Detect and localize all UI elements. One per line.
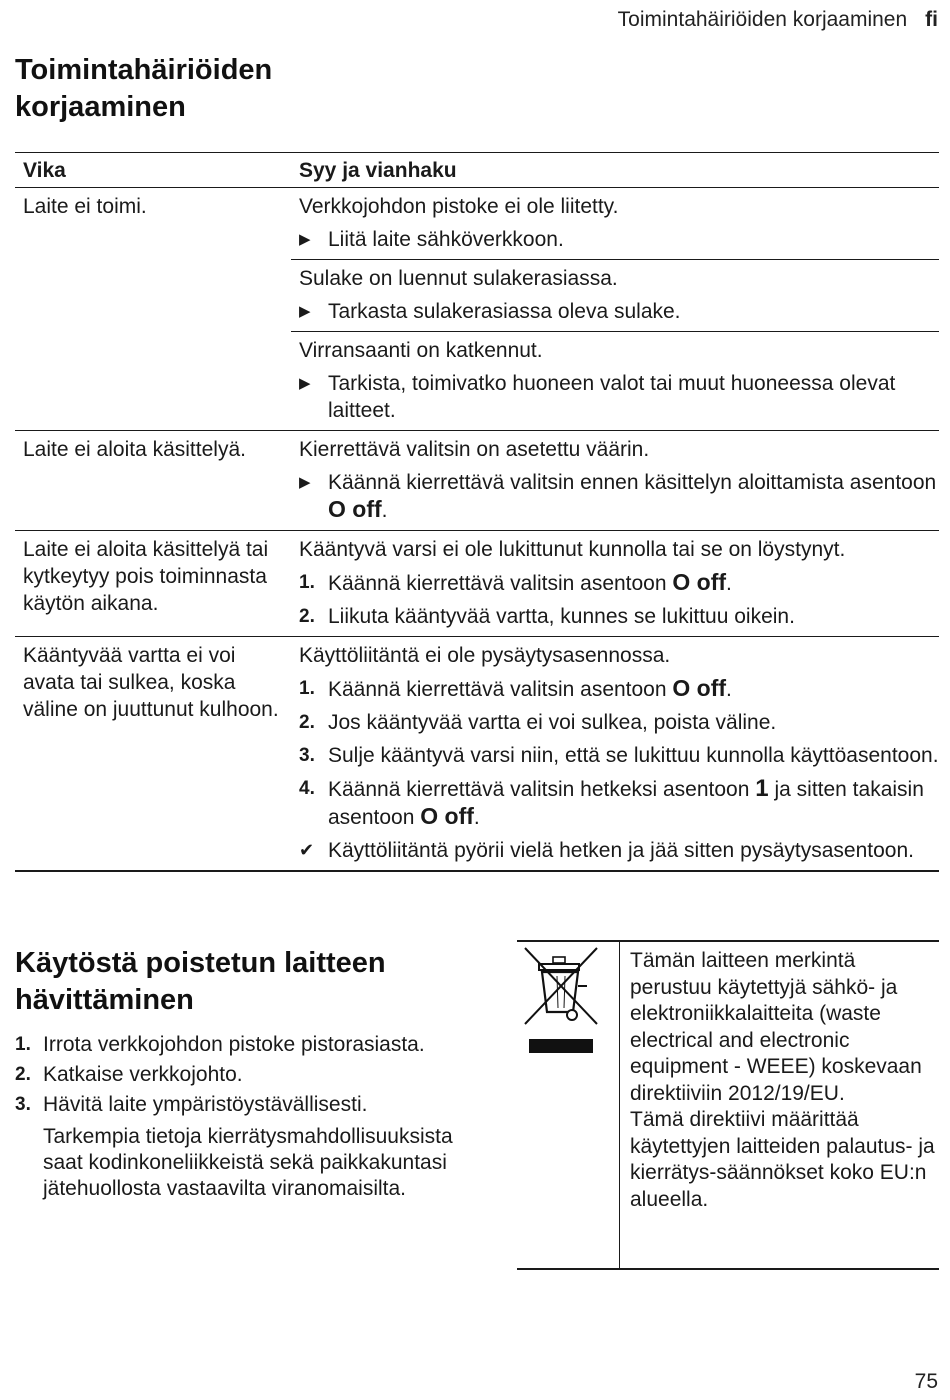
remedy-text: Käännä kierrettävä valitsin ennen käsittelyn aloittamista asentoon O off.	[328, 471, 937, 522]
numbered-step	[299, 775, 939, 831]
step-text: Irrota verkkojohdon pistoke pistorasiasta.	[43, 1033, 425, 1056]
triangle-bullet-icon: ▶	[299, 303, 311, 320]
weee-text	[620, 942, 939, 1268]
table-row	[15, 531, 939, 637]
cause-cell	[291, 637, 939, 870]
remedy-text: Liitä laite sähköverkkoon.	[328, 228, 564, 251]
numbered-step	[299, 603, 939, 630]
page-number: 75	[914, 1370, 938, 1393]
step-number: 3.	[299, 745, 315, 766]
step-text-part: Käännä kierrettävä valitsin asentoon	[328, 678, 667, 701]
numbered-step	[15, 1092, 465, 1118]
step-number: 2.	[15, 1064, 31, 1085]
step-text: Käännä kierrettävä valitsin asentoon O off.	[328, 675, 732, 701]
off-circle-icon: O	[672, 675, 691, 701]
fault-cell: Laite ei aloita käsittelyä tai kytkeytyy pois toiminnasta käytön aikana.	[23, 538, 269, 615]
off-label: off	[444, 803, 474, 829]
table-header	[15, 153, 939, 188]
disposal-title: Käytöstä poistetun laitteen hävittäminen	[15, 947, 386, 1016]
triangle-bullet-icon: ▶	[299, 231, 311, 248]
remedy-step	[299, 226, 939, 253]
remedy-step	[299, 370, 939, 424]
cause-text: Virransaanti on katkennut.	[299, 339, 543, 362]
column-header-fault: Vika	[23, 158, 66, 182]
weee-paragraph: Tämän laitteen merkintä perustuu käytettyjä sähkö- ja elektroniikkalaitteita (waste electrical and electronic equipment - WEEE) koskevaan direktiiviin 2012/19/EU.	[630, 949, 922, 1105]
triangle-bullet-icon: ▶	[299, 375, 311, 392]
position-one-symbol: 1	[755, 775, 769, 802]
cause-text: Kääntyvä varsi ei ole lukittunut kunnolla tai se on löystynyt.	[299, 538, 846, 561]
step-text: Sulje kääntyvä varsi niin, että se lukittuu kunnolla käyttöasentoon.	[328, 744, 939, 767]
step-number: 4.	[299, 778, 315, 799]
step-number: 2.	[299, 606, 315, 627]
running-header	[618, 8, 938, 32]
disposal-steps	[15, 1028, 465, 1202]
troubleshooting-title: Toimintahäiriöiden korjaaminen	[15, 54, 273, 123]
cause-block	[291, 188, 939, 260]
step-number: 1.	[299, 572, 315, 593]
numbered-step	[299, 709, 939, 736]
weee-paragraph: Tämä direktiivi määrittää käytettyjen laitteiden palautus- ja kierrätys-säännökset koko EU:n alueella.	[630, 1108, 935, 1211]
cause-block	[291, 637, 939, 870]
fault-cell: Laite ei aloita käsittelyä.	[23, 438, 246, 461]
result-text: Käyttöliitäntä pyörii vielä hetken ja jää sitten pysäytysasentoon.	[328, 839, 915, 862]
result-line	[299, 837, 939, 864]
off-label: off	[696, 675, 727, 701]
step-text: Liikuta kääntyvää vartta, kunnes se lukittuu oikein.	[328, 605, 795, 628]
table-row	[15, 188, 939, 431]
cause-cell	[291, 431, 939, 530]
remedy-text: Tarkasta sulakerasiassa oleva sulake.	[328, 300, 681, 323]
step-number: 2.	[299, 712, 315, 733]
disposal-note: Tarkempia tietoja kierrätysmahdollisuuksista saat kodinkoneliikkeistä sekä paikkakuntasi jätehuollosta vastaavilta viranomaisilta.	[43, 1125, 453, 1200]
remedy-text-part: Käännä kierrettävä valitsin ennen käsittelyn aloittamista asentoon	[328, 471, 937, 494]
table-row	[15, 431, 939, 531]
cause-text: Käyttöliitäntä ei ole pysäytysasennossa.	[299, 644, 671, 667]
off-position-symbol	[672, 675, 726, 701]
step-text: Käännä kierrettävä valitsin hetkeksi asentoon 1 ja sitten takaisin asentoon O off.	[328, 775, 924, 829]
troubleshooting-table	[15, 152, 939, 872]
cause-cell	[291, 188, 939, 430]
fault-cell: Laite ei toimi.	[23, 195, 147, 218]
off-label: off	[352, 496, 382, 522]
crossed-out-wheelie-bin-icon	[517, 942, 620, 1268]
step-text: Katkaise verkkojohto.	[43, 1063, 243, 1086]
table-row	[15, 637, 939, 870]
step-text: Jos kääntyvää vartta ei voi sulkea, poista väline.	[328, 711, 777, 734]
cause-text: Kierrettävä valitsin on asetettu väärin.	[299, 438, 650, 461]
step-number: 3.	[15, 1094, 31, 1115]
cause-cell	[291, 531, 939, 636]
numbered-step	[299, 675, 939, 703]
numbered-step	[15, 1062, 465, 1088]
numbered-step	[299, 569, 939, 597]
off-position-symbol	[672, 569, 726, 595]
numbered-step	[15, 1032, 465, 1058]
step-text: Hävitä laite ympäristöystävällisesti.	[43, 1093, 368, 1116]
step-text: Käännä kierrettävä valitsin asentoon O off.	[328, 569, 732, 595]
off-label: off	[696, 569, 727, 595]
cause-text: Sulake on luennut sulakerasiassa.	[299, 267, 618, 290]
off-circle-icon: O	[672, 569, 691, 595]
step-number: 1.	[15, 1034, 31, 1055]
step-number: 1.	[299, 678, 315, 699]
cause-text: Verkkojohdon pistoke ei ole liitetty.	[299, 195, 619, 218]
cause-block	[291, 332, 939, 430]
off-position-symbol	[420, 803, 474, 829]
numbered-step	[299, 742, 939, 769]
cause-block	[291, 431, 939, 530]
weee-info-box	[517, 940, 939, 1270]
step-text-part: Käännä kierrettävä valitsin asentoon	[328, 572, 667, 595]
remedy-text: Tarkista, toimivatko huoneen valot tai muut huoneessa olevat laitteet.	[328, 372, 896, 422]
step-text-part: Käännä kierrettävä valitsin hetkeksi asentoon	[328, 778, 750, 801]
step-text-part: ja sitten takaisin asentoon	[328, 778, 924, 829]
cause-block	[291, 260, 939, 332]
off-position-symbol	[328, 496, 382, 522]
checkmark-icon: ✔	[299, 840, 315, 860]
header-section-title: Toimintahäiriöiden korjaaminen	[617, 8, 908, 31]
cause-block	[291, 531, 939, 636]
off-circle-icon: O	[328, 496, 346, 522]
header-language: fi	[925, 8, 938, 31]
off-circle-icon: O	[420, 803, 439, 829]
column-header-cause: Syy ja vianhaku	[299, 158, 457, 182]
triangle-bullet-icon: ▶	[299, 474, 311, 491]
remedy-step	[299, 469, 939, 524]
fault-cell: Kääntyvää vartta ei voi avata tai sulkea, koska väline on juuttunut kulhoon.	[23, 644, 279, 721]
remedy-step	[299, 298, 939, 325]
